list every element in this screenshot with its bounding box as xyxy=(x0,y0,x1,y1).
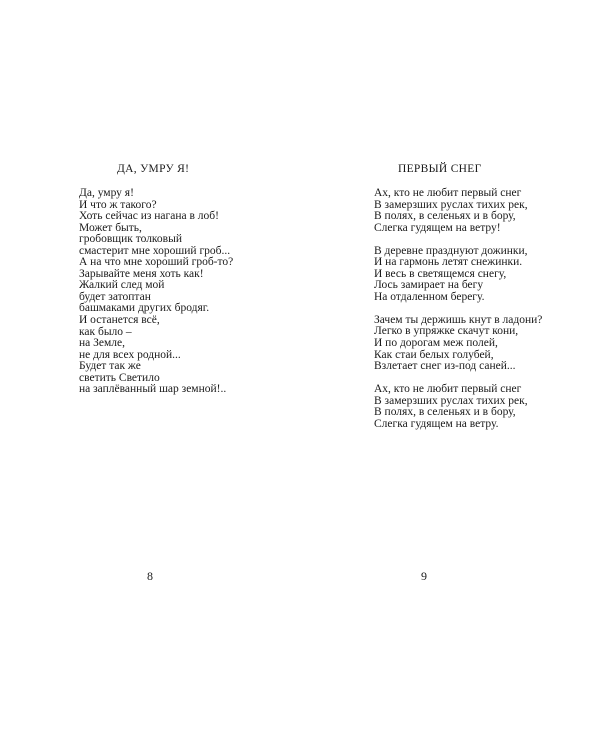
poem-line: башмаками других бродяг. xyxy=(79,302,210,315)
poem-line: Ах, кто не любит первый снег xyxy=(374,383,522,396)
right-page xyxy=(300,0,600,750)
poem-line: Да, умру я! xyxy=(79,187,134,199)
stanza xyxy=(374,246,542,304)
poem-line: И по дорогам меж полей, xyxy=(374,337,498,350)
poem-body xyxy=(374,188,542,430)
poem-line: Как стаи белых голубей, xyxy=(374,348,494,361)
poem-line: В деревне празднуют дожинки, xyxy=(374,244,528,257)
poem-line: На отдаленном берегу. xyxy=(374,290,485,303)
poem-line: Жалкий след мой xyxy=(79,279,165,292)
poem-line: Легко в упряжке скачут кони, xyxy=(374,325,519,338)
poem-line: на Земле, xyxy=(79,337,125,350)
poem-body xyxy=(79,188,233,396)
stanza xyxy=(374,315,542,373)
poem-line: И что ж такого? xyxy=(79,198,157,211)
poem-line: В полях, в селеньях и в бору, xyxy=(374,210,516,223)
poem-line: И останется всё, xyxy=(79,314,160,327)
poem-line: А на что мне хороший гроб-то? xyxy=(79,256,234,269)
poem-line: Может быть, xyxy=(79,221,142,234)
poem-line: Зарывайте меня хоть как! xyxy=(79,267,204,280)
poem-line: не для всех родной... xyxy=(79,348,181,361)
page-number: 9 xyxy=(421,569,427,583)
page-number: 8 xyxy=(147,569,153,583)
poem-line: Взлетает снег из-под саней... xyxy=(374,360,516,373)
poem-line: на заплёванный шар земной!.. xyxy=(79,383,227,396)
poem-line: светить Светило xyxy=(79,371,160,384)
poem-line: И на гармонь летят снежинки. xyxy=(374,256,523,269)
poem-line: Ах, кто не любит первый снег xyxy=(374,187,522,199)
stanza xyxy=(374,384,542,430)
poem-line: И весь в светящемся снегу, xyxy=(374,267,507,280)
poem-line: гробовщик толковый xyxy=(79,233,182,246)
poem-line: Будет так же xyxy=(79,360,141,373)
poem-line: Зачем ты держишь кнут в ладони? xyxy=(374,313,543,326)
poem-line: как было – xyxy=(79,325,132,338)
poem-line: В замерзших руслах тихих рек, xyxy=(374,394,528,407)
poem-line: смастерит мне хороший гроб... xyxy=(79,244,231,257)
poem-line: Лось замирает на бегу xyxy=(374,279,484,292)
poem-line: Слегка гудящем на ветру. xyxy=(374,417,499,430)
poem-line: В полях, в селеньях и в бору, xyxy=(374,406,516,419)
poem-line: будет затоптан xyxy=(79,290,151,303)
stanza xyxy=(374,188,542,234)
poem-line: Слегка гудящем на ветру! xyxy=(374,221,501,234)
poem-line: В замерзших руслах тихих рек, xyxy=(374,198,528,211)
poem-line: Хоть сейчас из нагана в лоб! xyxy=(79,210,219,223)
poem-title: ПЕРВЫЙ СНЕГ xyxy=(398,163,482,175)
poem-title: ДА, УМРУ Я! xyxy=(117,163,190,175)
